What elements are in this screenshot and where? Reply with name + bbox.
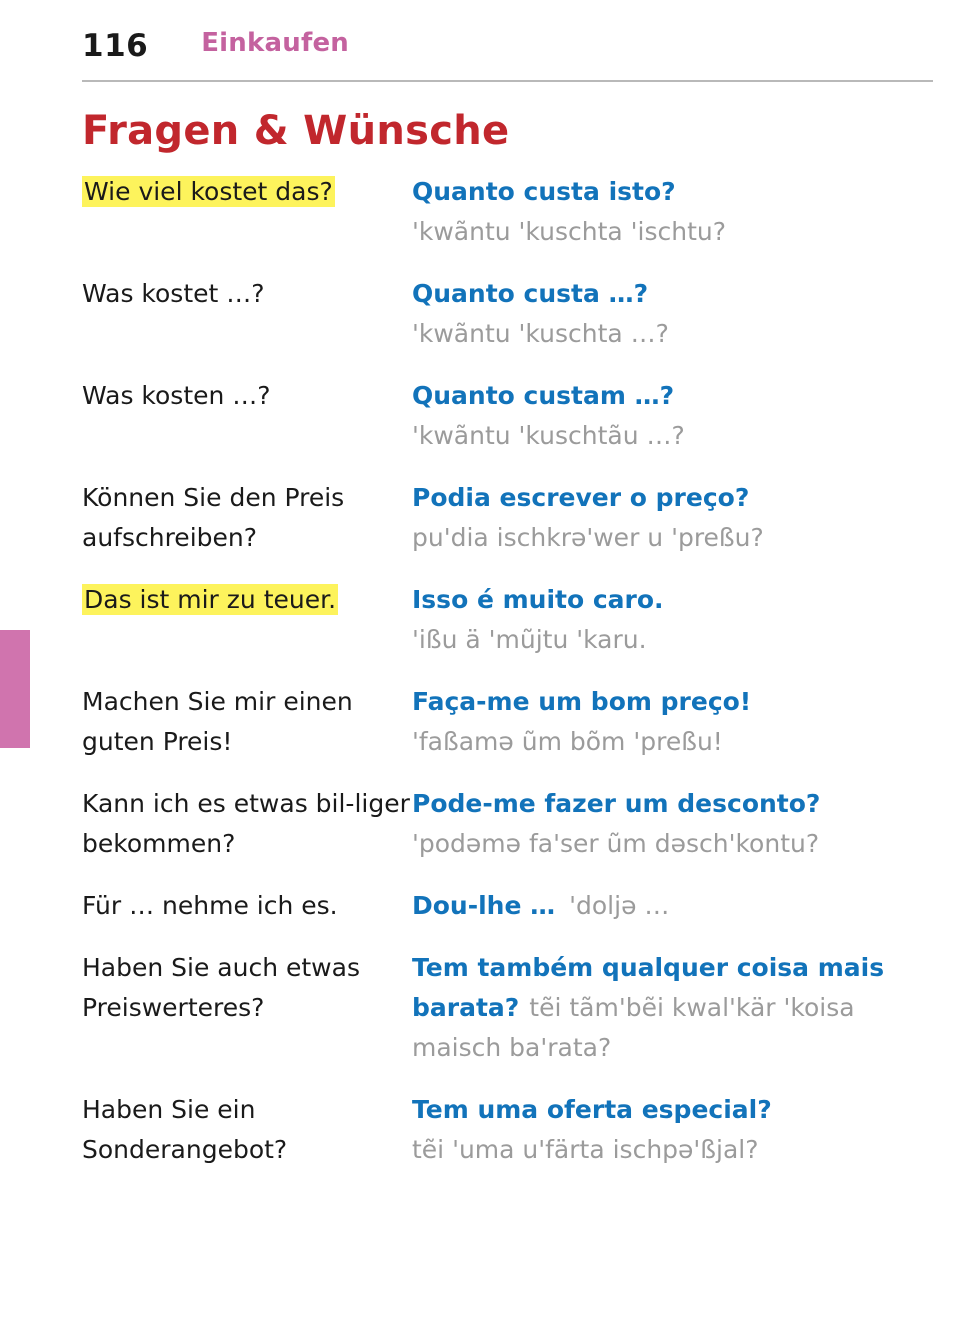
portuguese-phrase: Tem também qualquer coisa mais barata? bbox=[412, 953, 885, 1022]
list-item bbox=[82, 376, 922, 456]
section-color-tab bbox=[0, 630, 30, 748]
translation-block bbox=[412, 784, 922, 864]
list-item bbox=[82, 580, 922, 660]
portuguese-phrase: Tem uma oferta especial? bbox=[412, 1095, 772, 1124]
pronunciation: pu'dia ischkrə'wer u 'preßu? bbox=[412, 523, 764, 552]
translation-block bbox=[412, 580, 922, 660]
translation-block bbox=[412, 948, 922, 1068]
pronunciation: 'kwãntu 'kuschtãu …? bbox=[412, 421, 685, 450]
pronunciation: 'kwãntu 'kuschta …? bbox=[412, 319, 669, 348]
portuguese-phrase: Quanto custam …? bbox=[412, 381, 675, 410]
translation-block bbox=[412, 172, 922, 252]
list-item bbox=[82, 948, 922, 1068]
translation-block bbox=[412, 478, 922, 558]
german-phrase bbox=[82, 172, 412, 212]
translation-block bbox=[412, 376, 922, 456]
pronunciation: 'kwãntu 'kuschta 'ischtu? bbox=[412, 217, 727, 246]
chapter-title: Einkaufen bbox=[201, 28, 350, 58]
translation-block bbox=[412, 886, 922, 926]
list-item bbox=[82, 1090, 922, 1170]
german-phrase: Haben Sie auch etwas Preiswerteres? bbox=[82, 953, 360, 1022]
german-phrase bbox=[82, 580, 412, 620]
german-phrase: Machen Sie mir einen guten Preis! bbox=[82, 687, 353, 756]
pronunciation: 'doljə … bbox=[569, 891, 670, 920]
pronunciation: tẽi tãm'bẽi kwal'kär 'koisa maisch ba'rata? bbox=[412, 993, 855, 1062]
portuguese-phrase: Quanto custa …? bbox=[412, 279, 649, 308]
pronunciation: 'ißu ä 'mũjtu 'karu. bbox=[412, 625, 647, 654]
portuguese-phrase: Isso é muito caro. bbox=[412, 585, 664, 614]
phrase-list bbox=[82, 172, 922, 1192]
list-item bbox=[82, 682, 922, 762]
page-header bbox=[82, 28, 931, 80]
section-title: Fragen & Wünsche bbox=[82, 108, 510, 154]
german-phrase: Kann ich es etwas bil-liger bekommen? bbox=[82, 789, 410, 858]
list-item bbox=[82, 172, 922, 252]
german-phrase: Für … nehme ich es. bbox=[82, 891, 338, 920]
pronunciation: 'podəmə fa'ser ũm dəsch'kontu? bbox=[412, 829, 820, 858]
highlighted-text: Wie viel kostet das? bbox=[84, 177, 333, 206]
list-item bbox=[82, 784, 922, 864]
list-item bbox=[82, 886, 922, 926]
translation-block bbox=[412, 1090, 922, 1170]
list-item bbox=[82, 274, 922, 354]
page-number: 116 bbox=[82, 28, 149, 64]
portuguese-phrase: Podia escrever o preço? bbox=[412, 483, 750, 512]
pronunciation: 'faßamə ũm bõm 'preßu! bbox=[412, 727, 723, 756]
header-divider bbox=[82, 80, 933, 82]
german-phrase: Haben Sie ein Sonderangebot? bbox=[82, 1095, 288, 1164]
translation-block bbox=[412, 274, 922, 354]
highlighted-text: Das ist mir zu teuer. bbox=[84, 585, 337, 614]
german-phrase: Können Sie den Preis aufschreiben? bbox=[82, 483, 345, 552]
list-item bbox=[82, 478, 922, 558]
portuguese-phrase: Faça-me um bom preço! bbox=[412, 687, 752, 716]
german-phrase: Was kosten …? bbox=[82, 381, 271, 410]
portuguese-phrase: Dou-lhe … bbox=[412, 891, 556, 920]
german-phrase: Was kostet …? bbox=[82, 279, 265, 308]
translation-block bbox=[412, 682, 922, 762]
portuguese-phrase: Pode-me fazer um desconto? bbox=[412, 789, 821, 818]
portuguese-phrase: Quanto custa isto? bbox=[412, 177, 676, 206]
pronunciation: tẽi 'uma u'färta ischpə'ßjal? bbox=[412, 1135, 759, 1164]
